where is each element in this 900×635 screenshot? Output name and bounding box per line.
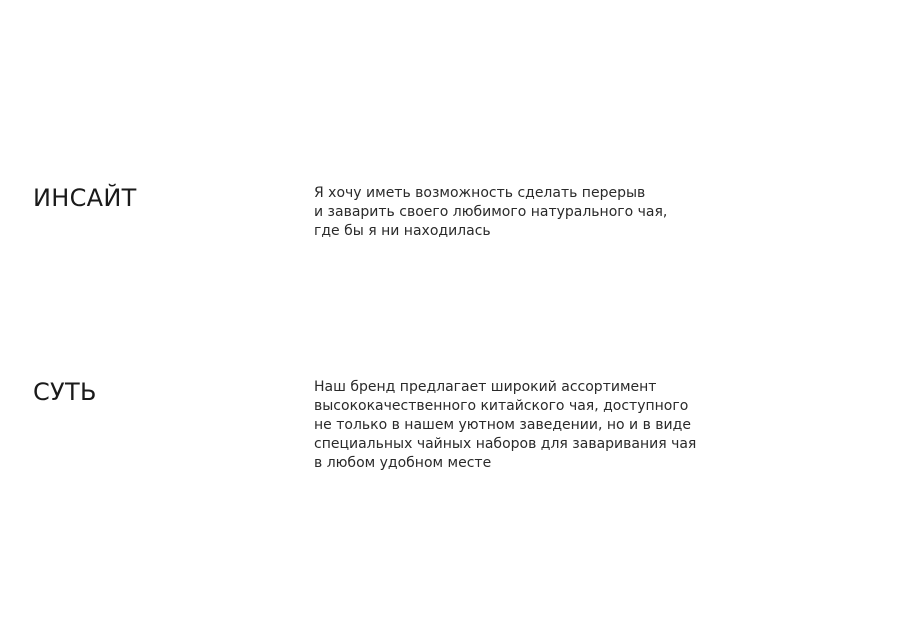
insight-text-line: где бы я ни находилась xyxy=(314,223,491,239)
essence-text-line: Наш бренд предлагает широкий ассортимент xyxy=(314,379,657,395)
insight-heading: ИНСАЙТ xyxy=(33,184,137,212)
insight-text-line: Я хочу иметь возможность сделать перерыв xyxy=(314,185,646,201)
essence-text xyxy=(314,378,794,473)
insight-text-line: и заварить своего любимого натурального чая, xyxy=(314,204,668,220)
essence-text-line: специальных чайных наборов для заваривания чая xyxy=(314,436,697,452)
essence-heading: СУТЬ xyxy=(33,378,97,406)
insight-text xyxy=(314,184,794,241)
essence-text-line: высококачественного китайского чая, доступного xyxy=(314,398,689,414)
essence-text-line: не только в нашем уютном заведении, но и в виде xyxy=(314,417,691,433)
essence-text-line: в любом удобном месте xyxy=(314,455,492,471)
